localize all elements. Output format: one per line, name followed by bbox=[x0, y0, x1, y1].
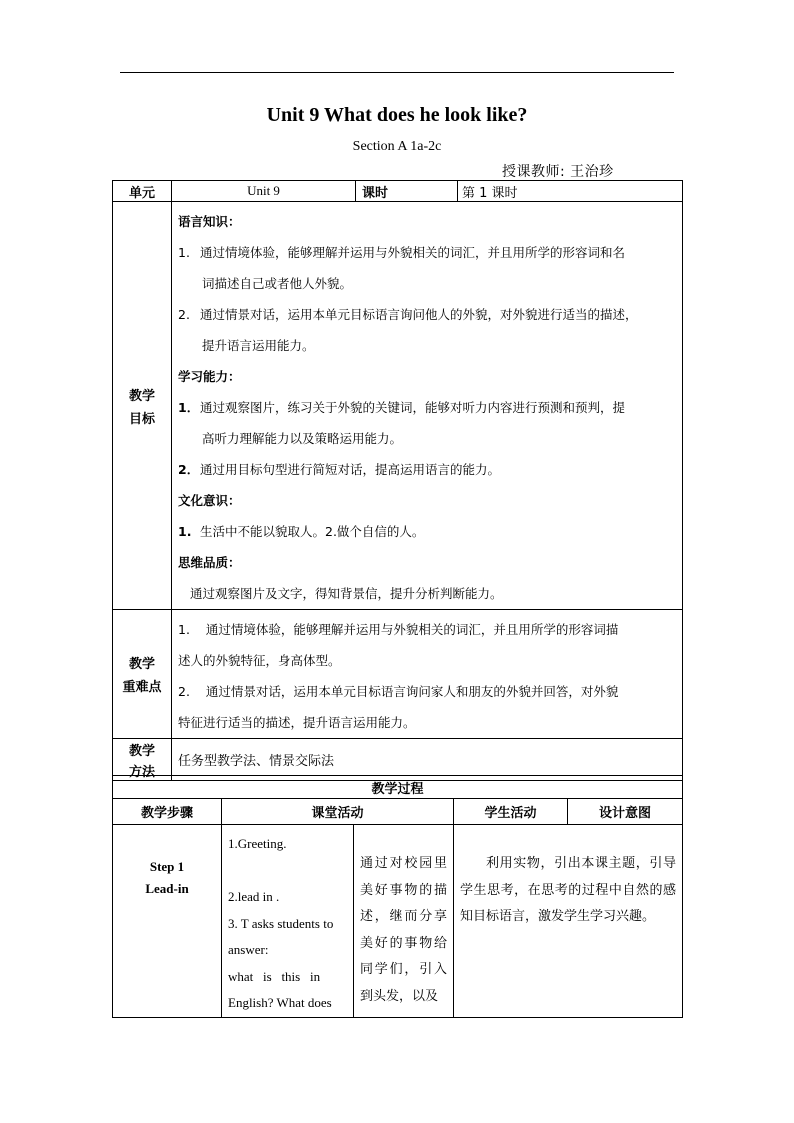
unit-label: 单元 bbox=[113, 181, 172, 202]
language-knowledge-heading: 语言知识： bbox=[178, 214, 241, 229]
col-student-header: 学生活动 bbox=[454, 799, 568, 825]
objective-item: 2. 通过情景对话，运用本单元目标语言询问他人的外貌，对外貌进行适当的描述， bbox=[178, 307, 638, 322]
period-value: 第 1 课时 bbox=[458, 181, 683, 202]
objective-item: 1. 通过情境体验，能够理解并运用与外貌相关的词汇，并且用所学的形容词和名 bbox=[178, 245, 626, 260]
col-design-header: 设计意图 bbox=[568, 799, 683, 825]
methods-value: 任务型教学法、情景交际法 bbox=[172, 739, 683, 781]
process-table bbox=[112, 775, 683, 1018]
section-subtitle: Section A 1a-2c bbox=[352, 139, 442, 154]
methods-label: 教学 方法 bbox=[113, 739, 172, 781]
objective-item-cont: 提升语言运用能力。 bbox=[202, 338, 315, 353]
objective-item-cont: 高听力理解能力以及策略运用能力。 bbox=[202, 431, 403, 446]
learning-ability-heading: 学习能力： bbox=[178, 369, 241, 384]
process-title: 教学过程 bbox=[113, 776, 683, 799]
objective-item: 2．通过用目标句型进行简短对话，提高运用语言的能力。 bbox=[178, 462, 501, 477]
thinking-quality-heading: 思维品质： bbox=[178, 555, 241, 570]
col-step-header: 教学步骤 bbox=[113, 799, 222, 825]
objective-item: 通过观察图片及文字，得知背景信，提升分析判断能力。 bbox=[190, 586, 503, 601]
design-intent-cell: 利用实物，引出本课主题，引导学生思考，在思考的过程中自然的感知目标语言，激发学生学习兴趣。 bbox=[454, 825, 683, 1018]
unit-value: Unit 9 bbox=[172, 181, 356, 202]
objective-item: 1. 生活中不能以貌取人。2.做个自信的人。 bbox=[178, 524, 425, 539]
objective-item: 1．通过观察图片，练习关于外貌的关键词，能够对听力内容进行预测和预判，提 bbox=[178, 400, 626, 415]
key-points-label: 教学 重难点 bbox=[113, 610, 172, 739]
lesson-plan-table bbox=[112, 180, 683, 781]
cultural-awareness-heading: 文化意识： bbox=[178, 493, 241, 508]
col-activity-header: 课堂活动 bbox=[222, 799, 454, 825]
header-rule bbox=[120, 72, 674, 73]
student-activity-cell: 通过对校园里美好事物的描述，继而分享美好的事物给同学们，引入到头发，以及 bbox=[354, 825, 454, 1018]
lesson-title: Unit 9 What does he look like? bbox=[266, 104, 528, 126]
key-points-content: 1. 通过情境体验，能够理解并运用与外貌相关的词汇，并且用所学的形容词描 述人的外貌特征，身高体型。 2. 通过情景对话，运用本单元目标语言询问家人和朋友的外貌并回答，对外貌 特征进行适当的描述，提升语言运用能力。 bbox=[172, 610, 683, 739]
objective-item-cont: 词描述自己或者他人外貌。 bbox=[202, 276, 353, 291]
step-1-cell: Step 1 Lead-in bbox=[113, 825, 222, 1018]
teacher-name: 授课教师: 王治珍 bbox=[502, 164, 614, 180]
objectives-content bbox=[172, 202, 683, 610]
objectives-label: 教学 目标 bbox=[113, 202, 172, 610]
period-label: 课时 bbox=[356, 181, 458, 202]
activity-cell: 1.Greeting. 2.lead in . 3. T asks students to answer: what is this in English? What does bbox=[222, 825, 354, 1018]
